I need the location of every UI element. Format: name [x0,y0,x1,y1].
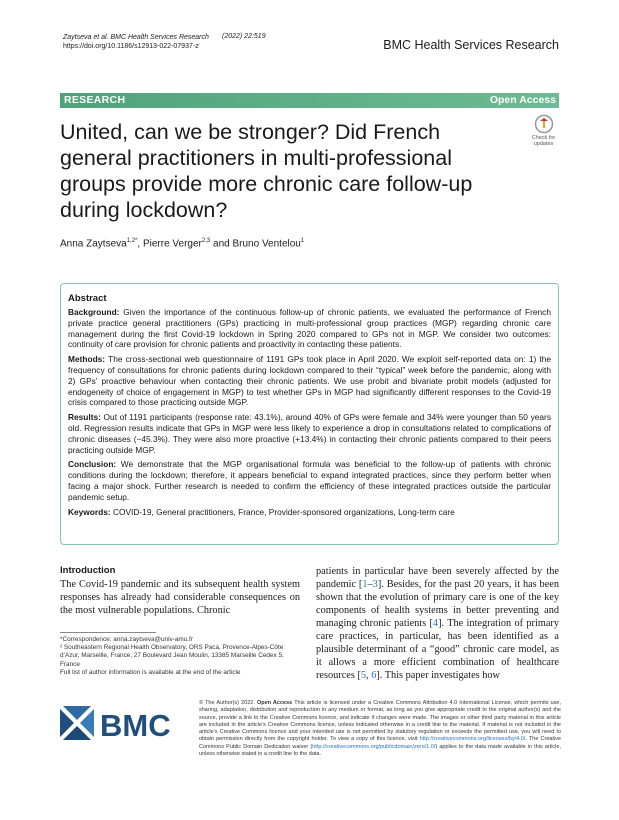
check-updates-icon [534,114,554,134]
author-name: , Pierre Verger [137,238,202,250]
abstract-heading: Abstract [68,293,107,304]
article-title: United, can we be stronger? Did French general practitioners in multi-professional groups provide more chronic care follow-up during lockdown? [60,120,473,222]
author-name: and Bruno Ventelou [210,238,301,250]
abstract-text: COVID-19, General practitioners, France, Provider-sponsored organizations, Long-term care [110,506,455,517]
license-text: . The Creative Commons Public Domain Dedication waiver ( [199,736,561,750]
abstract-methods [68,354,551,408]
intro-paragraph: The Covid-19 pandemic and its subsequent health system responses has already had considerable consequences on the most vulnerable populations. Chronic [60,579,300,616]
article-type-label: RESEARCH [64,94,126,106]
footnotes [60,636,300,677]
reference-link[interactable]: 4 [432,618,439,629]
body-text: patients in particular have been severely affected by the pandemic [ [316,566,559,590]
check-for-updates-badge[interactable] [527,114,560,150]
reference-link[interactable]: 3 [372,579,378,590]
license-open-access: Open Access [256,700,293,706]
reference-link[interactable]: 6 [371,670,377,681]
journal-name: BMC Health Services Research [383,38,559,52]
check-updates-line2: updates [533,141,554,147]
body-text: – [367,579,373,590]
abstract-label: Conclusion: [68,459,117,470]
check-updates-line1: Check for [531,135,556,141]
abstract-text: Given the importance of the continuous follow-up of chronic patients, we evaluated the performance of French private practice general practitioners (GPs) practicing in multi-professional group practices (MGP) regarding chronic care management during the first Covid-19 lockdown in Spring 2020 compared to GPs not in MGP. We consider two outcomes: continuity of care provision for chronic patients and proactivity in contacting these patients. [68,307,551,350]
citation-journal: BMC Health Services Research [110,34,209,41]
license-statement [199,700,561,758]
abstract-text: We demonstrate that the MGP organisational formula was beneficial to the follow-up of patients with chronic conditions during the lockdown; therefore, it appears beneficial to expand integrated practices, since they perform better when facing a major shock. Further research is needed to confirm the efficiency of these integrated practices outside the particular pandemic setup. [68,459,551,502]
body-text: , [366,670,372,681]
author-info-note: Full list of author information is available at the end of the article [60,668,241,676]
abstract-label: Methods: [68,354,106,365]
abstract-keywords [68,507,551,518]
footnote-divider [60,632,156,633]
citation-header [63,33,209,51]
author-list [60,238,304,249]
body-text: ]. This paper investigates how [376,670,500,681]
abstract-box [60,283,559,545]
reference-link[interactable]: 1 [362,579,368,590]
author-affiliation: 1 [300,238,305,244]
abstract-label: Background: [68,307,120,317]
doi-link[interactable]: https://doi.org/10.1186/s12913-022-07937-z [63,43,199,50]
abstract-text: The cross-sectional web questionnaire of 1191 GPs took place in April 2020. We exploit self-reported data on: 1) the frequency of consultations for chronic patients during lockdown compared to their “typical” week before the pandemic, along with 2) GPs’ proactive behaviour when contacting their chronic patients. We use probit and bivariate probit models (adjusted for endogeneity of choice of engagement in MGP) to test whether GPs in MGP had significantly different responses to the Covid-19 crisis compared to those practicing outside MGP. [68,354,551,408]
open-access-label: Open Access [489,94,556,106]
citation-issue: (2022) 22:519 [222,33,266,40]
license-text: This article is licensed under a Creative Commons Attribution 4.0 International License, which permits use, sharing, adaptation, distribution and reproduction in any medium or format, as long as you give appropriate credit to the original author(s) and the source, provide a link to the Creative Commons licence, and indicate if changes were made. The images or other third party material in this article are included in the article’s Creative Commons licence, unless indicated otherwise in a credit line to the material. If material is not included in the article’s Creative Commons licence and your intended use is not permitted by statutory regulation or exceeds the permitted use, you will need to obtain permission directly from the copyright holder. To view a copy of this licence, visit [199,700,561,743]
intro-heading: Introduction [60,565,116,576]
bmc-logo [60,706,180,740]
cc-zero-link[interactable]: http://creativecommons.org/publicdomain/zero/1.0/ [312,743,436,750]
license-copyright: © The Author(s) 2022. [199,700,257,706]
correspondence-note: *Correspondence: anna.zaytseva@univ-amu.fr [60,636,193,643]
cc-by-link[interactable]: http://creativecommons.org/licenses/by/4.0/ [419,736,526,743]
reference-link[interactable]: 5 [360,670,367,681]
body-text: ]. Besides, for the past 20 years, it has been shown that the evolution of primary care is one of the key components of health systems in better preventing and managing chronic patients [ [316,579,559,629]
abstract-text: Out of 1191 participants (response rate: 43.1%), around 40% of GPs were female and 34% were younger than 50 years old. Regression results indicate that GPs in MGP were less likely to experience a drop in consultations related to complications of chronic diseases (−45.3%). They were also more proactive (+13.4%) in contacting their chronic patients compared to their peers practicing outside MGP. [68,412,551,455]
intro-paragraph-continued [316,565,559,682]
author-affiliation: 2,3 [201,238,211,244]
article-type-band [60,93,559,108]
author-link[interactable]: Anna Zaytseva [60,238,127,250]
license-text: ) applies to the data made available in this article, unless otherwise stated in a credit line to the data. [199,743,561,758]
intro-left-column [60,565,300,617]
abstract-results [68,412,551,455]
abstract-background [68,307,551,350]
affiliation-note: ² Southeastern Regional Health Observatory, ORS Paca, Provence-Alpes-Côte d’Azur, Marseille, France, 27 Boulevard Jean Moulin, 13385 Marseille Cedex 5, France [60,644,284,668]
abstract-label: Results: [68,412,101,423]
citation-authors: Zaytseva et al. [63,34,109,41]
intro-right-column [316,565,559,682]
author-affiliation: 1,2* [126,238,138,244]
bmc-logo-text: BMC [100,708,171,740]
abstract-label: Keywords: [68,506,111,517]
bmc-logo-mark-icon [60,706,94,740]
body-text: ]. The integration of primary care practices, in particular, has been identified as a plausible determinant of a “good” chronic care model, as it allows a more efficient combination of healthcare resources [ [316,618,559,681]
abstract-conclusion [68,459,551,502]
